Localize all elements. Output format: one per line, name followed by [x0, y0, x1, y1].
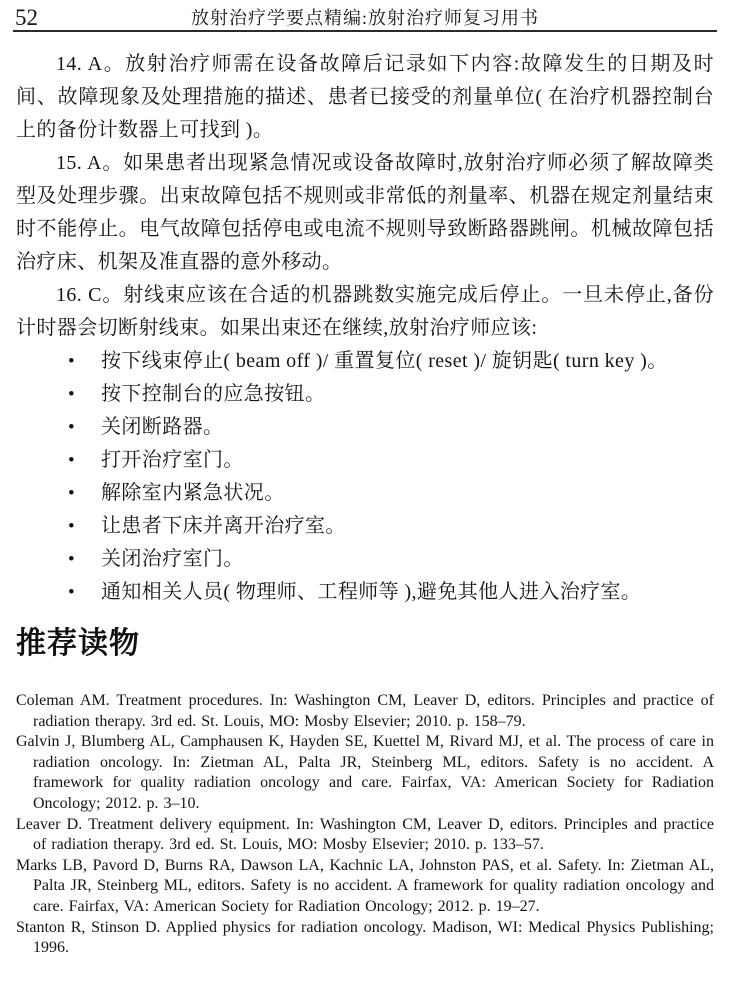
list-item-text: 关闭断路器。 — [101, 416, 224, 438]
page-number: 52 — [15, 5, 38, 30]
answer-paragraph-16: 16. C。射线束应该在合适的机器跳数实施完成后停止。一旦未停止,备份计时器会切断射线束。如果出束还在继续,放射治疗师应该: — [16, 284, 714, 339]
list-item — [16, 543, 714, 576]
page-body — [16, 48, 714, 959]
list-item — [16, 477, 714, 510]
bullet-icon: • — [68, 516, 76, 537]
running-title: 放射治疗学要点精编:放射治疗师复习用书 — [191, 8, 539, 28]
reference-item: Leaver D. Treatment delivery equipment. In: Washington CM, Leaver D, editors. Principles and practice of radiation therapy. 3rd ed. St. Louis, MO: Mosby Elsevier; 2010. p. 133–57. — [16, 815, 714, 854]
list-item-text: 关闭治疗室门。 — [101, 548, 244, 570]
list-item — [16, 411, 714, 444]
bullet-icon: • — [68, 582, 76, 603]
list-item-text: 打开治疗室门。 — [101, 449, 244, 471]
bullet-icon: • — [68, 417, 76, 438]
bullet-icon: • — [68, 483, 76, 504]
list-item — [16, 345, 714, 378]
bullet-icon: • — [68, 549, 76, 570]
section-heading-recommended-reading: 推荐读物 — [16, 627, 140, 660]
list-item — [16, 510, 714, 543]
bullet-icon: • — [68, 450, 76, 471]
list-item — [16, 444, 714, 477]
list-item-text: 让患者下床并离开治疗室。 — [101, 515, 346, 537]
list-item — [16, 576, 714, 609]
list-item-text: 通知相关人员( 物理师、工程师等 ),避免其他人进入治疗室。 — [101, 581, 642, 603]
list-item-text: 按下控制台的应急按钮。 — [101, 383, 326, 405]
reference-item: Coleman AM. Treatment procedures. In: Washington CM, Leaver D, editors. Principles and practice of radiation therapy. 3rd ed. St. Louis, MO: Mosby Elsevier; 2010. p. 158–79. — [16, 692, 714, 730]
page-header — [13, 5, 717, 32]
list-item-text: 解除室内紧急状况。 — [101, 482, 285, 504]
reference-item: Galvin J, Blumberg AL, Camphausen K, Hayden SE, Kuettel M, Rivard MJ, et al. The process of care in radiation oncology. In: Zietman AL, Palta JR, Steinberg ML, editors. Safety is no accident. A framework for quality radiation oncology and care. Fairfax, VA: American Society for Radiation Oncology; 2012. p. 3–10. — [16, 733, 714, 812]
list-item-text: 按下线束停止( beam off )/ 重置复位( reset )/ 旋钥匙( turn key )。 — [101, 350, 668, 372]
bullet-icon: • — [68, 351, 76, 372]
answer-paragraph-15: 15. A。如果患者出现紧急情况或设备故障时,放射治疗师必须了解故障类型及处理步骤。出束故障包括不规则或非常低的剂量率、机器在规定剂量结束时不能停止。电气故障包括停电或电流不规则导致断路器跳闸。机械故障包括治疗床、机架及准直器的意外移动。 — [16, 152, 714, 273]
bullet-icon: • — [68, 384, 76, 405]
emergency-action-list — [16, 345, 714, 609]
reference-item: Marks LB, Pavord D, Burns RA, Dawson LA, Kachnic LA, Johnston PAS, et al. Safety. In: Zietman AL, Palta JR, Steinberg ML, editors. Safety is no accident. A framework for quality radiation oncology and care. Fairfax, VA: American Society for Radiation Oncology; 2012. p. 19–27. — [16, 856, 714, 915]
reference-list — [16, 691, 714, 959]
reference-item: Stanton R, Stinson D. Applied physics for radiation oncology. Madison, WI: Medical Physics Publishing; 1996. — [16, 918, 714, 957]
list-item — [16, 378, 714, 411]
answer-paragraph-14: 14. A。放射治疗师需在设备故障后记录如下内容:故障发生的日期及时间、故障现象及处理措施的描述、患者已接受的剂量单位( 在治疗机器控制台上的备份计数器上可找到 )。 — [16, 53, 714, 141]
